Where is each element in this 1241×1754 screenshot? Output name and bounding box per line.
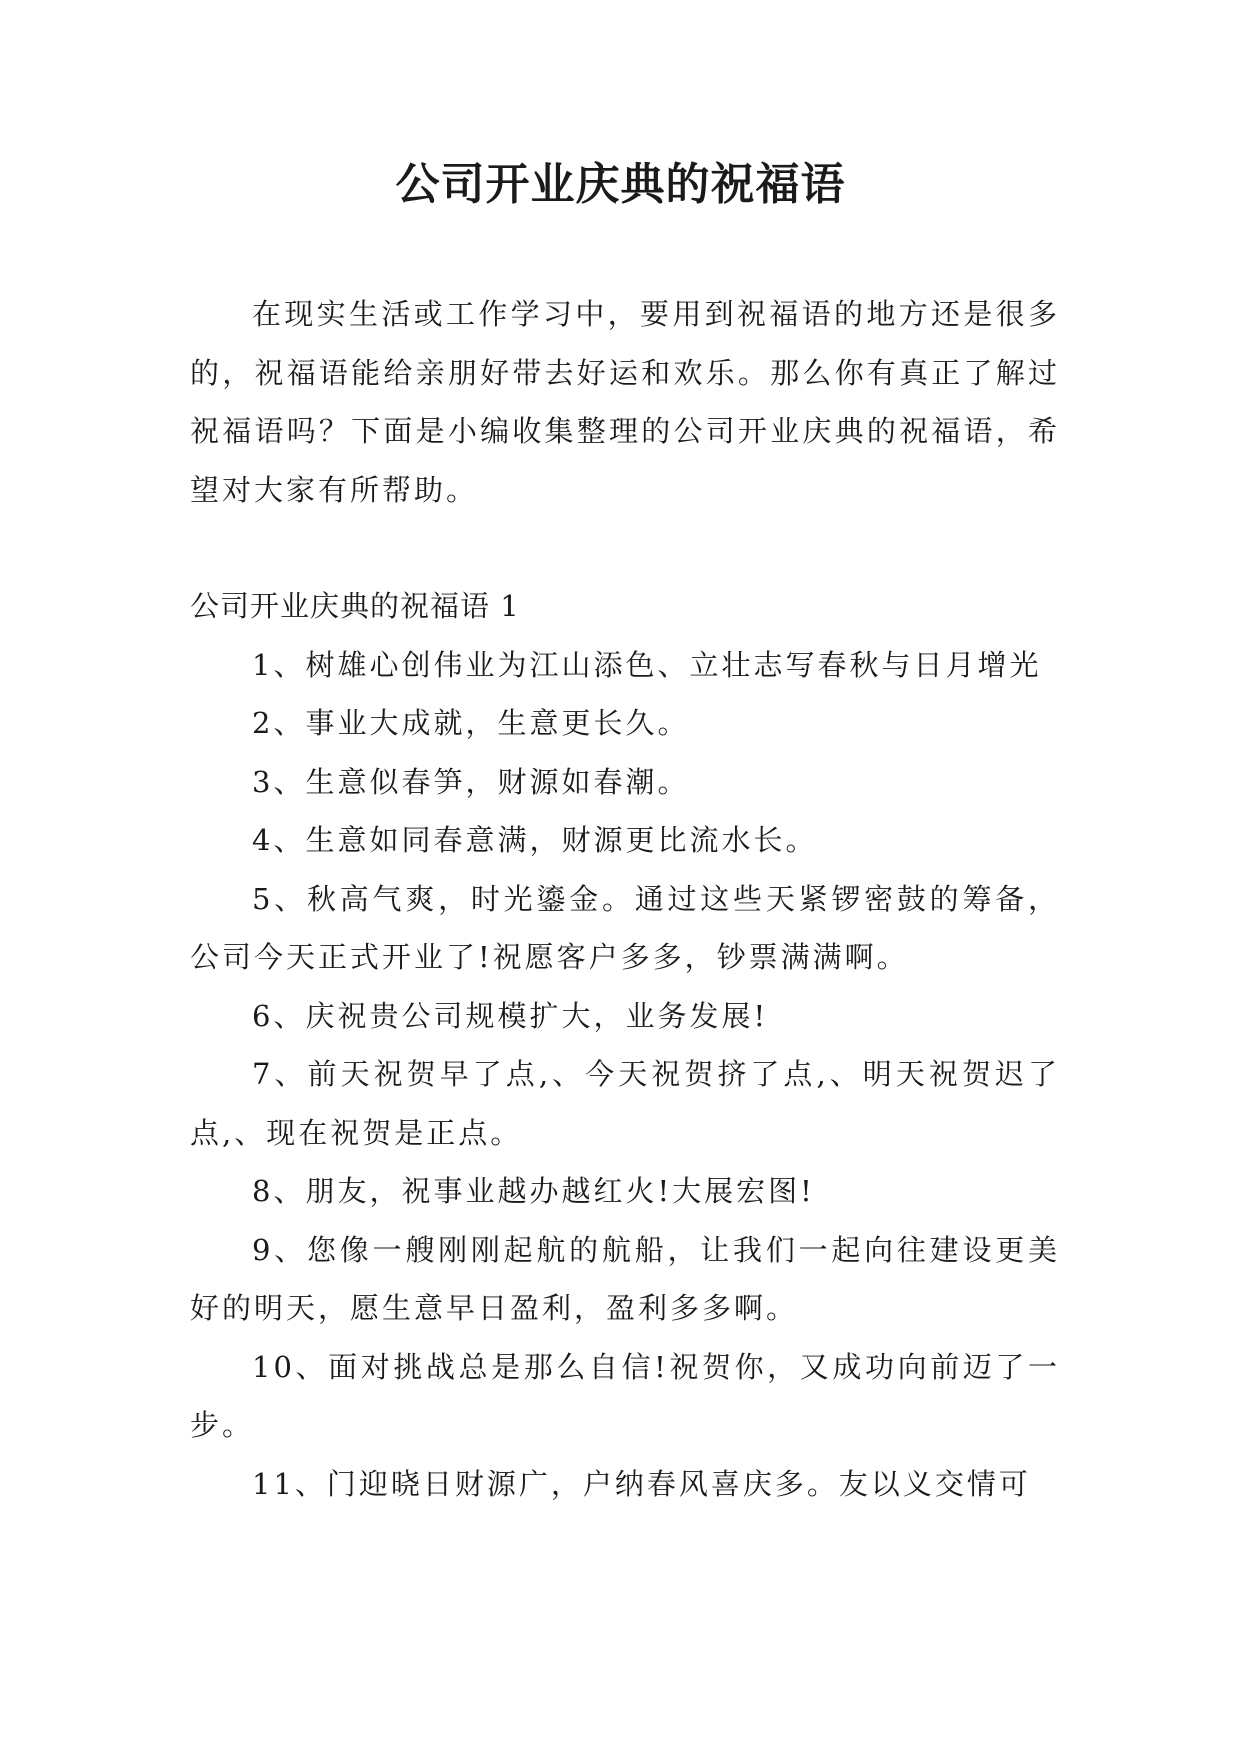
list-item: 11、门迎晓日财源广，户纳春风喜庆多。友以义交情可 <box>252 1466 1031 1501</box>
intro-paragraph: 在现实生活或工作学习中，要用到祝福语的地方还是很多的，祝福语能给亲朋好带去好运和欢乐。那么你有真正了解过祝福语吗？下面是小编收集整理的公司开业庆典的祝福语，希望对大家有所帮助。 <box>190 297 1060 507</box>
list-item: 4、生意如同春意满，财源更比流水长。 <box>252 823 818 857</box>
list-item: 9、您像一艘刚刚起航的航船，让我们一起向往建设更美好的明天，愿生意早日盈利，盈利多多啊。 <box>190 1232 1060 1325</box>
list-item: 5、秋高气爽，时光鎏金。通过这些天紧锣密鼓的筹备，公司今天正式开业了!祝愿客户多多，钞票满满啊。 <box>190 881 1060 974</box>
document-title: 公司开业庆典的祝福语 <box>395 159 846 210</box>
list-item: 10、面对挑战总是那么自信!祝贺你，又成功向前迈了一步。 <box>190 1349 1060 1442</box>
list-item: 1、树雄心创伟业为江山添色、立壮志写春秋与日月增光 <box>252 647 1042 682</box>
section-heading: 公司开业庆典的祝福语 1 <box>190 589 520 623</box>
list-item: 7、前天祝贺早了点,、今天祝贺挤了点,、明天祝贺迟了点,、现在祝贺是正点。 <box>190 1057 1060 1150</box>
list-item: 2、事业大成就，生意更长久。 <box>252 706 690 740</box>
document-body <box>190 285 1060 1513</box>
list-item: 8、朋友，祝事业越办越红火!大展宏图! <box>252 1174 815 1208</box>
list-item: 3、生意似春笋，财源如春潮。 <box>252 764 690 799</box>
list-item: 6、庆祝贵公司规模扩大，业务发展! <box>252 998 769 1033</box>
